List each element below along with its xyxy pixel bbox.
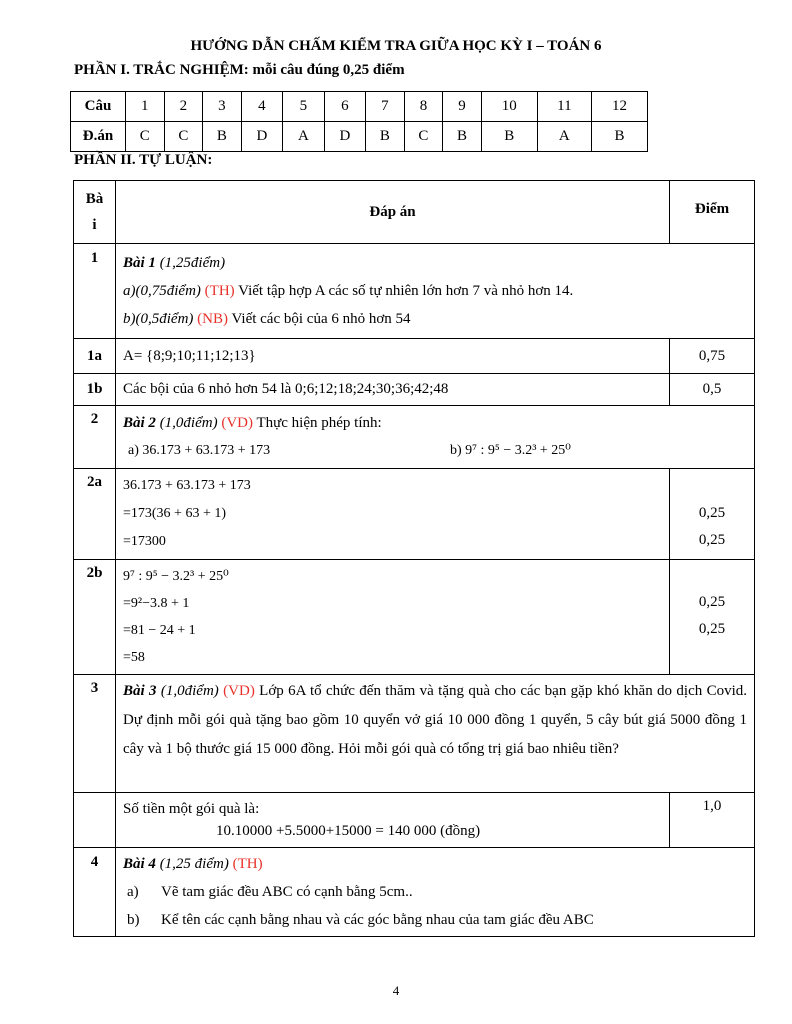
bai3-row [74, 675, 755, 793]
mc-question-6: 6 [324, 92, 365, 122]
row-2a-num: 2a [74, 469, 116, 560]
bai1b-label: b)(0,5điểm) [123, 311, 194, 327]
bai3-text: Lớp 6A tổ chức đến thăm và tặng quà cho các bạn gặp khó khăn do dịch Covid. Dự định mỗi gói quà tặng bao gồm 10 quyển vở giá 10 000 đồng 1 quyển, 5 cây bút giá 5000 đồng 1 cây và 1 bộ thước giá 15 000 đồng. Hỏi mỗi gói quà có tổng trị giá bao nhiêu tiền? [123, 683, 748, 757]
mc-question-1: 1 [126, 92, 165, 122]
mc-answer-row [71, 122, 648, 152]
mc-question-11: 11 [537, 92, 591, 122]
header-bai: Bà i [74, 181, 116, 244]
row-2b-line-1: 9⁷ : 9⁵ − 3.2³ + 25⁰ [123, 569, 229, 584]
bai2-question [116, 406, 755, 469]
mc-answer-2: C [164, 122, 203, 152]
bai3-level-tag: (VD) [223, 683, 255, 699]
mc-answer-9: B [443, 122, 482, 152]
header-dap-an: Đáp án [116, 181, 670, 244]
bai4-title: Bài 4 [123, 856, 156, 872]
mc-question-2: 2 [164, 92, 203, 122]
row-2b-line-2: =9²−3.8 + 1 [123, 596, 190, 611]
mc-question-9: 9 [443, 92, 482, 122]
row-1b-num: 1b [74, 374, 116, 406]
row-1b-answer: Các bội của 6 nhỏ hơn 54 là 0;6;12;18;24;30;36;42;48 [116, 374, 670, 406]
bai1-num: 1 [74, 244, 116, 339]
mc-question-3: 3 [203, 92, 242, 122]
row-2b-scores [670, 560, 755, 675]
row-3-num [74, 793, 116, 848]
row-3-answer [74, 793, 755, 848]
bai2-points: (1,0điểm) [159, 415, 218, 431]
bai1-points: (1,25điểm) [159, 255, 226, 271]
row-1b-score: 0,5 [670, 374, 755, 406]
mc-header-cau: Câu [71, 92, 126, 122]
mc-answer-12: B [591, 122, 647, 152]
bai1b-text: Viết các bội của 6 nhỏ hơn 54 [231, 311, 411, 327]
bai1-title: Bài 1 [123, 255, 156, 271]
bai4b-label: b) [127, 912, 140, 928]
row-1a-score: 0,75 [670, 339, 755, 374]
row-2a-answer [116, 469, 670, 560]
bai3-num: 3 [74, 675, 116, 793]
mc-question-row [71, 92, 648, 122]
bai2-title: Bài 2 [123, 415, 156, 431]
row-3-line-2: 10.10000 +5.5000+15000 = 140 000 (đồng) [216, 823, 481, 839]
bai1a-level-tag: (TH) [204, 283, 235, 299]
row-1b [74, 374, 755, 406]
bai3-title: Bài 3 [123, 683, 157, 699]
row-3-line-1: Số tiền một gói quà là: [123, 801, 260, 817]
bai1b-level-tag: (NB) [197, 311, 228, 327]
row-1a-answer: A= {8;9;10;11;12;13} [116, 339, 670, 374]
mc-answer-1: C [126, 122, 165, 152]
part1-heading: PHẦN I. TRẮC NGHIỆM: mỗi câu đúng 0,25 điểm [74, 62, 405, 78]
row-2a-score-1: 0,25 [698, 505, 726, 521]
page-number: 4 [392, 983, 400, 998]
bai2-num: 2 [74, 406, 116, 469]
bai1a-label: a)(0,75điểm) [123, 283, 201, 299]
row-2b-line-4: =58 [123, 650, 145, 665]
mc-question-8: 8 [404, 92, 443, 122]
mc-header-dapan: Đ.án [71, 122, 126, 152]
bai1a-text: Viết tập hợp A các số tự nhiên lớn hơn 7 và nhỏ hơn 14. [238, 283, 574, 299]
mc-answer-3: B [203, 122, 242, 152]
bai4a-text: Vẽ tam giác đều ABC có cạnh bằng 5cm.. [161, 884, 413, 900]
bai2-text: Thực hiện phép tính: [256, 415, 382, 431]
bai4a-label: a) [127, 884, 139, 900]
row-2a-line-1: 36.173 + 63.173 + 173 [123, 478, 251, 493]
bai4-question [116, 848, 755, 937]
row-1a-num: 1a [74, 339, 116, 374]
header-diem: Điểm [670, 181, 755, 244]
row-2a-line-2: =173(36 + 63 + 1) [123, 506, 227, 521]
row-2b-score-1: 0,25 [698, 594, 726, 610]
bai4b-text: Kể tên các cạnh bằng nhau và các góc bằng nhau của tam giác đều ABC [161, 912, 594, 928]
bai2-row [74, 406, 755, 469]
bai4-num: 4 [74, 848, 116, 937]
mc-answer-4: D [241, 122, 282, 152]
multiple-choice-table [70, 91, 648, 152]
bai2a-expression: a) 36.173 + 63.173 + 173 [128, 443, 271, 458]
part2-heading: PHẦN II. TỰ LUẬN: [74, 152, 213, 168]
mc-question-10: 10 [481, 92, 537, 122]
row-2b [74, 560, 755, 675]
row-1a [74, 339, 755, 374]
mc-answer-7: B [366, 122, 405, 152]
mc-answer-8: C [404, 122, 443, 152]
mc-question-7: 7 [366, 92, 405, 122]
mc-answer-6: D [324, 122, 365, 152]
bai2-level-tag: (VD) [221, 415, 253, 431]
page-title: HƯỚNG DẪN CHẤM KIỂM TRA GIỮA HỌC KỲ I – TOÁN 6 [190, 38, 602, 54]
essay-table [73, 180, 755, 937]
bai4-points: (1,25 điểm) [159, 856, 229, 872]
row-2a-line-3: =17300 [123, 534, 166, 549]
row-2b-answer [116, 560, 670, 675]
mc-answer-10: B [481, 122, 537, 152]
row-2a [74, 469, 755, 560]
bai3-points: (1,0điểm) [160, 683, 219, 699]
mc-answer-11: A [537, 122, 591, 152]
bai2b-expression: b) 9⁷ : 9⁵ − 3.2³ + 25⁰ [450, 443, 571, 458]
row-3-score: 1,0 [670, 793, 755, 848]
mc-question-5: 5 [283, 92, 324, 122]
bai1-row [74, 244, 755, 339]
mc-answer-5: A [283, 122, 324, 152]
row-3-answer-text [116, 793, 670, 848]
row-2b-num: 2b [74, 560, 116, 675]
row-2a-score-2: 0,25 [698, 532, 726, 548]
mc-question-12: 12 [591, 92, 647, 122]
row-2b-score-2: 0,25 [698, 621, 726, 637]
mc-question-4: 4 [241, 92, 282, 122]
bai4-row [74, 848, 755, 937]
bai1-question [116, 244, 755, 339]
bai4-level-tag: (TH) [232, 856, 263, 872]
row-2b-line-3: =81 − 24 + 1 [123, 623, 196, 638]
essay-header-row [74, 181, 755, 244]
row-2a-scores [670, 469, 755, 560]
bai3-question [116, 675, 755, 793]
